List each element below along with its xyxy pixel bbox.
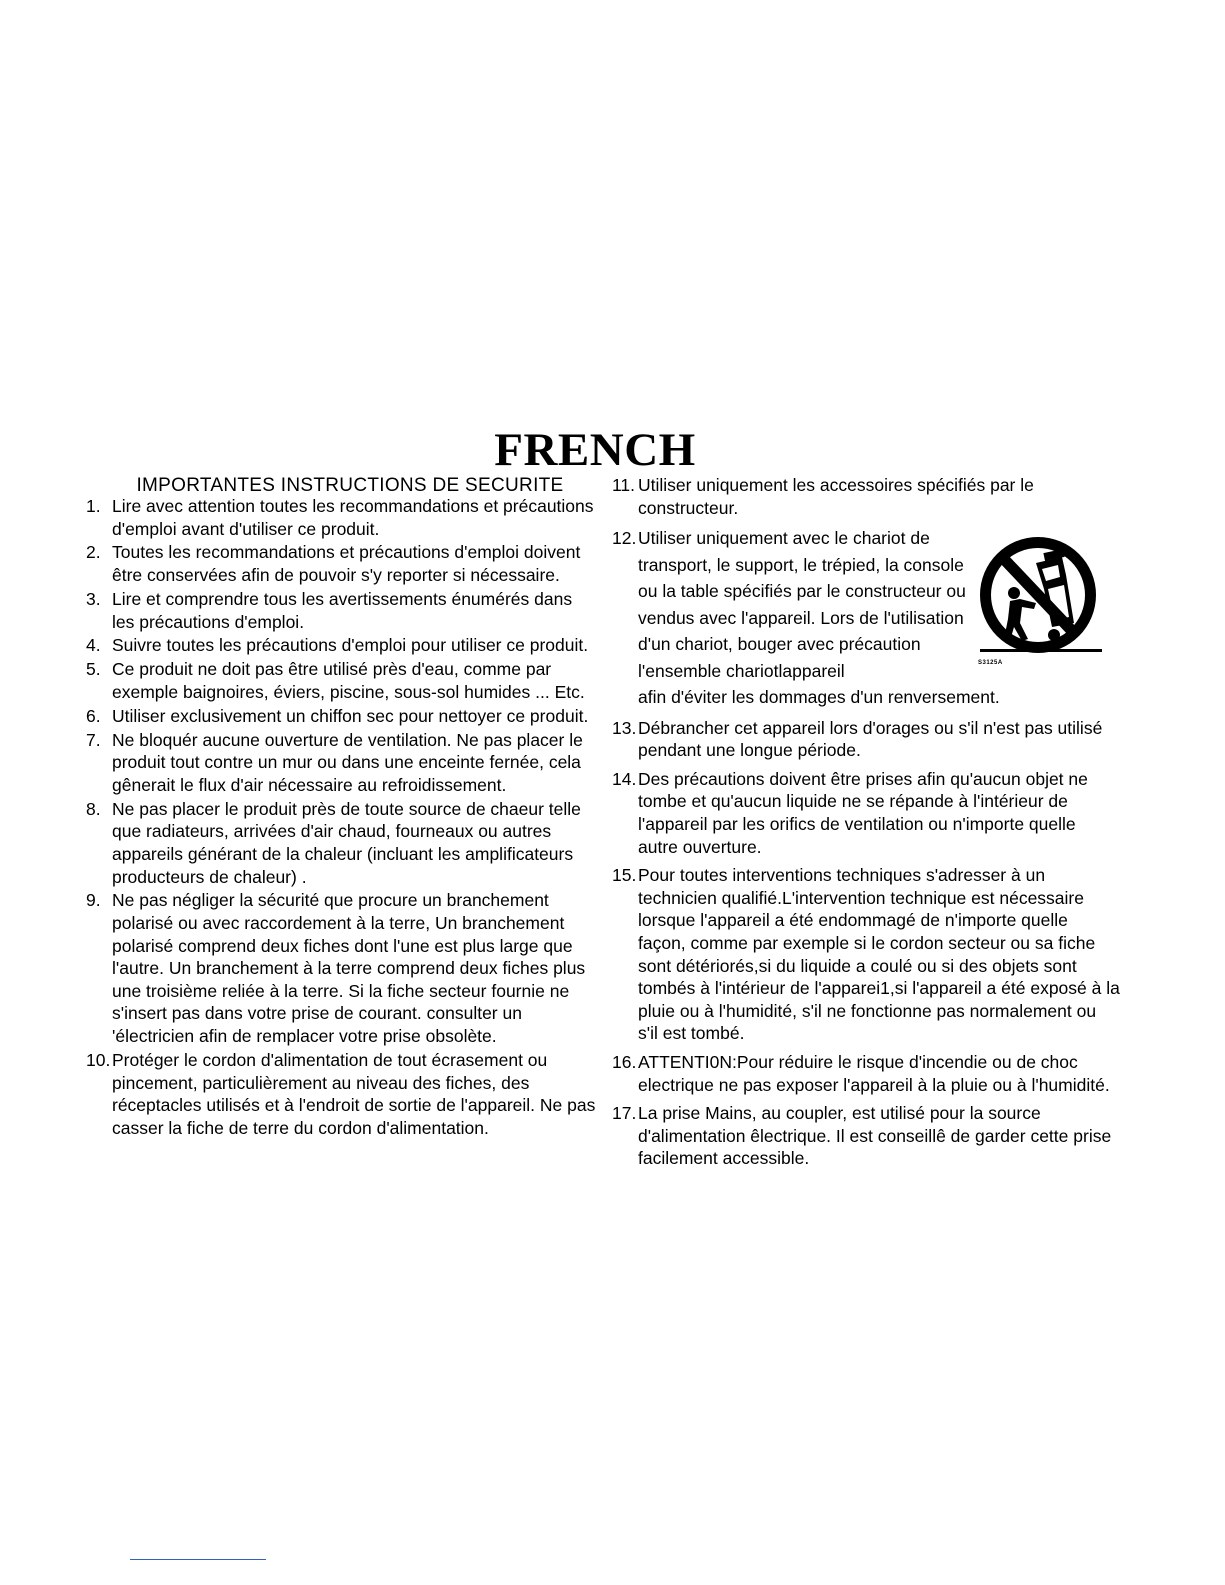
item-number: 12. [612, 528, 637, 549]
item-text: Utiliser uniquement les accessoires spécifiés par le constructeur. [638, 475, 1034, 518]
item-text: Ce produit ne doit pas être utilisé près d'eau, comme par exemple baignoires, éviers, piscine, sous-sol humides ... Etc. [112, 659, 585, 702]
item-text: Des précautions doivent être prises afin qu'aucun objet ne tombe et qu'aucun liquide ne se répande à l'intérieur de l'appareil par les orifics de ventilation ou n'importe quelle autre ouverture. [638, 768, 1088, 857]
instruction-item [86, 889, 596, 1047]
item-number: 11. [612, 475, 636, 495]
item-text: La prise Mains, au coupler, est utilisé pour la source d'alimentation êlectrique. Il est conseillê de garder cette prise facilement accessible. [638, 1103, 1112, 1169]
instruction-item [612, 864, 1120, 1045]
item-number: 17. [612, 1103, 637, 1124]
instruction-item [86, 798, 596, 888]
section-heading: IMPORTANTES INSTRUCTIONS DE SECURITE [136, 475, 564, 496]
cart-tip-over-warning-icon [970, 531, 1105, 671]
item-text: Suivre toutes les précautions d'emploi pour utiliser ce produit. [112, 635, 589, 656]
instruction-item [86, 541, 596, 586]
instruction-item [612, 1051, 1120, 1096]
item-number: 5. [86, 659, 101, 680]
item-number: 16. [612, 1052, 637, 1072]
page-title: FRENCH [494, 424, 696, 476]
item-number: 1. [86, 496, 101, 516]
item-text: Ne bloquér aucune ouverture de ventilation. Ne pas placer le produit tout contre un mur ou dans une enceinte fernée, cela gênerait le flux d'air nécessaire au refroidissement. [112, 729, 583, 795]
item-text: Utiliser exclusivement un chiffon sec pour nettoyer ce produit. [112, 705, 589, 726]
instruction-item [86, 658, 596, 703]
instruction-item [86, 1049, 596, 1139]
instruction-item [86, 729, 596, 797]
instruction-item [86, 634, 596, 657]
instruction-item [86, 495, 596, 540]
instruction-item [612, 717, 1120, 762]
item-number: 4. [86, 635, 101, 656]
item-text: Débrancher cet appareil lors d'orages ou s'il n'est pas utilisé pendant une longue période. [638, 717, 1103, 761]
instruction-item [612, 768, 1120, 858]
instruction-item [612, 1102, 1120, 1170]
instruction-item [86, 705, 596, 728]
item-number: 7. [86, 729, 101, 750]
item-text: Ne pas placer le produit près de toute source de chaeur telle que radiateurs, arrivées d'air chaud, fourneaux ou autres appareils générant de la chaleur (incluant les amplificateurs producteurs de chaleur) . [112, 798, 581, 887]
item-text: Ne pas négliger la sécurité que procure un branchement polarisé ou avec raccordement à la terre, Un branchement polarisé comprend deux fiches dont l'une est plus large que l'autre. Un branchement à la terre comprend deux fiches plus une troisième reliée à la terre. Si la fiche secteur fournie ne s'insert pas dans votre prise de courant. consulter un 'électricien afin de remplacer votre prise obsolète. [112, 890, 586, 1047]
item-text: Lire avec attention toutes les recommandations et précautions d'emploi avant d'utiliser ce produit. [112, 496, 594, 539]
item-number: 6. [86, 705, 101, 726]
item-number: 8. [86, 798, 101, 819]
footer-rule [130, 1559, 266, 1560]
instruction-item [612, 474, 1120, 519]
cart-warning-code: S3125A [978, 660, 1003, 666]
item-number: 15. [612, 865, 637, 886]
item-number: 2. [86, 542, 101, 563]
item-number: 10. [86, 1049, 111, 1070]
item-text: Utiliser uniquement avec le chariot de transport, le support, le trépied, la console ou la table spécifiés par le constructeur ou vendus avec l'appareil. Lors de l'utilisation d'un chariot, bouger avec précaution l'ensemble chariotlappareil [638, 528, 966, 681]
item-number: 3. [86, 588, 101, 609]
item-number: 13. [612, 717, 637, 738]
item-text: Lire et comprendre tous les avertissements énumérés dans les précautions d'emploi. [112, 588, 573, 632]
instructions-left-column [86, 495, 596, 1141]
item-text: ATTENTI0N:Pour réduire le risque d'incendie ou de choc electrique ne pas exposer l'appareil à la pluie ou à l'humidité. [638, 1052, 1110, 1095]
instruction-item [86, 588, 596, 633]
item-text: Pour toutes interventions techniques s'adresser à un technicien qualifié.L'intervention technique est nécessaire lorsque l'appareil a été endommagé de n'importe quelle façon, comme par exemple si le cordon secteur ou sa fiche sont détériorés,si du liquide a coulé ou si des objets sont tombés à l'intérieur de l'apparei1,si l'appareil a été exposé à la pluie ou à l'humidité, s'il ne fonctionne pas normalement ou s'il est tombé. [638, 865, 1120, 1044]
item-number: 9. [86, 890, 101, 911]
item-text: Protéger le cordon d'alimentation de tout écrasement ou pincement, particulièrement au niveau des fiches, des réceptacles utilisés et à l'endroit de sortie de l'appareil. Ne pas casser la fiche de terre du cordon d'alimentation. [112, 1049, 596, 1138]
item-number: 14. [612, 768, 637, 789]
item-text-last-line: afin d'éviter les dommages d'un renversement. [638, 687, 1000, 708]
item-text: Toutes les recommandations et précautions d'emploi doivent être conservées afin de pouvoir s'y reporter si nécessaire. [112, 542, 581, 586]
